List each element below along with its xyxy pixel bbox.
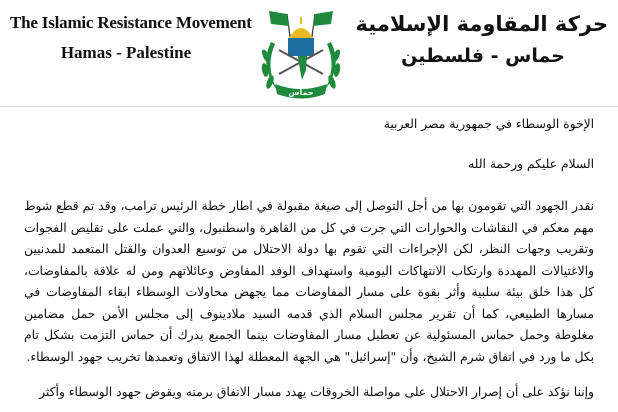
emblem-banner bbox=[275, 84, 327, 99]
english-org-subtitle: Hamas - Palestine bbox=[60, 43, 192, 62]
letter-paragraph: نقدر الجهود التي تقومون بها من أجل التوصل إلى صيغة مقبولة في اطار خطة الرئيس ترامب، وقد تم قطع شوط مهم معكم في النقاشات والحوارات التي جرت في كل من القاهرة واسطنبول، والتي عملت على تقليص الفجوات وتقريب وجهات النظر، لكن الإجراءات التي تقوم بها دولة الاحتلال من توسيع العدوان والقتل المتعمد للمدنيين والاغتيالات المهددة وارتكاب الانتهاكات اليومية واستهداف الوفد المفاوض وعائلاتهم ومن له علاقة بالمفاوضات، كل هذا خلق بيئة سلبية وأثر بقوة على مسار المفاوضات مما يجهض محاولات الوسطاء ابقاء المفاوضات في مسارها الطبيعي، كما أن تقرير مجلس السلام الذي قدمه السيد ملادينوف إلى مجلس الأمن حمل مضامين مغلوطة وحمل حماس المسئولية عن تعطيل مسار المفاوضات بينما الجميع يدرك أن حماس التزمت بشكل تام بكل ما ورد في اتفاق شرم الشيخ، وأن "إسرائيل" هي الجهة المعطلة لهذا الاتفاق وتعمدها تخريب جهود الوسطاء. bbox=[24, 199, 594, 364]
arabic-org-name: حركة المقاومة الإسلامية bbox=[355, 12, 608, 36]
letter-body bbox=[24, 114, 594, 404]
emblem-map bbox=[298, 56, 307, 80]
letter-paragraph-2: وإننا نؤكد على أن إصرار الاحتلال على مواصلة الخروقات يهدد مسار الاتفاق برمته ويقوض جهود الوسطاء وأكثر bbox=[39, 385, 594, 399]
hamas-emblem-icon bbox=[251, 4, 351, 104]
english-org-name: The Islamic Resistance Movement bbox=[10, 13, 252, 32]
header-divider bbox=[0, 106, 618, 107]
letterhead-english bbox=[10, 12, 252, 64]
arabic-org-subtitle: حماس - فلسطين bbox=[401, 45, 565, 67]
letter-greeting: السلام عليكم ورحمة الله bbox=[468, 157, 594, 171]
emblem-banner-text: حماس bbox=[288, 88, 314, 97]
emblem-dome bbox=[288, 17, 314, 56]
letterhead-arabic bbox=[355, 10, 608, 69]
letter-addressee: الإخوة الوسطاء في جمهورية مصر العربية bbox=[383, 117, 594, 131]
